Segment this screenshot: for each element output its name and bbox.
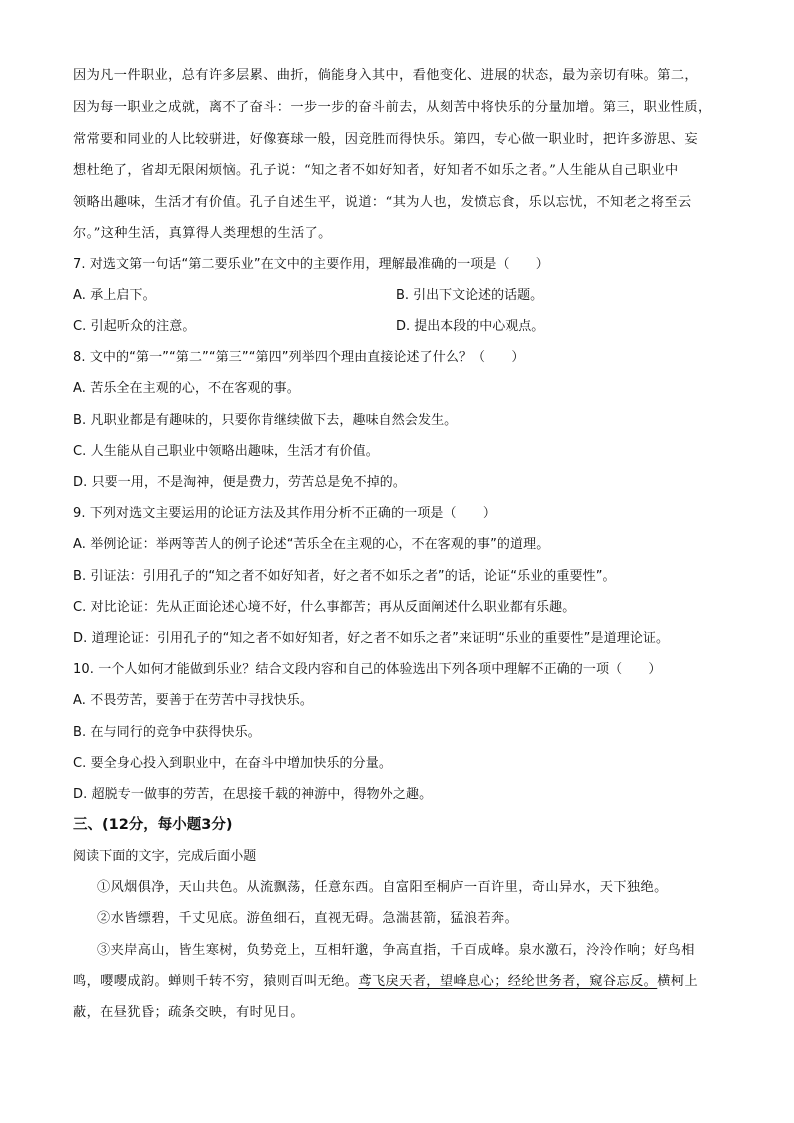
question-10-option-d: D. 超脱专一做事的劳苦，在思接千载的神游中，得物外之趣。 [73,787,433,802]
passage-line: 常常要和同业的人比较骈进，好像赛球一般，因竞胜而得快乐。第四，专心做一职业时，把许多游思、妄 [73,132,699,147]
classical-paragraph-3-line-3: 蔽，在昼犹昏；疏条交映，有时见日。 [73,1005,304,1020]
question-10-stem: 10. 一个人如何才能做到乐业？结合文段内容和自己的体验选出下列各项中理解不正确的一项（ ） [73,662,662,677]
passage-line: 想杜绝了，省却无限闲烦恼。孔子说：“知之者不如好知者，好知者不如乐之者。”人生能从自己职业中 [73,163,679,178]
question-10-option-a: A. 不畏劳苦，要善于在劳苦中寻找快乐。 [73,693,313,708]
question-7-option-c: C. 引起听众的注意。 [73,319,196,334]
paragraph-text: 横柯上 [657,974,699,989]
section-heading: 三、(12分，每小题3分) [73,817,233,833]
question-7-stem: 7. 对选文第一句话“第二要乐业”在文中的主要作用，理解最准确的一项是（ ） [73,257,549,272]
classical-paragraph-3-line-2 [73,972,733,992]
question-9-option-b: B. 引证法：引用孔子的“知之者不如好知者，好之者不如乐之者”的话，论证“乐业的重要性”。 [73,569,616,584]
question-7-option-d: D. 提出本段的中心观点。 [396,319,545,334]
question-8-option-b: B. 凡职业都是有趣味的，只要你肯继续做下去，趣味自然会发生。 [73,413,458,428]
question-7-option-b: B. 引出下文论述的话题。 [396,288,544,303]
question-7-option-a: A. 承上启下。 [73,288,156,303]
classical-paragraph-1: ①风烟俱净，天山共色。从流飘荡，任意东西。自富阳至桐庐一百许里，奇山异水，天下独绝。 [97,880,668,895]
passage-line: 尔。”这种生活，真算得人类理想的生活了。 [73,226,332,241]
question-10-option-c: C. 要全身心投入到职业中，在奋斗中增加快乐的分量。 [73,756,392,771]
question-9-option-d: D. 道理论证：引用孔子的“知之者不如好知者，好之者不如乐之者”来证明“乐业的重要性”是道理论证。 [73,631,670,646]
question-9-option-c: C. 对比论证：先从正面论述心境不好，什么事都苦；再从反面阐述什么职业都有乐趣。 [73,600,576,615]
question-8-option-a: A. 苦乐全在主观的心，不在客观的事。 [73,381,300,396]
passage-line: 领略出趣味，生活才有价值。孔子自述生平，说道：“其为人也，发愤忘食，乐以忘忧，不知老之将至云 [73,195,692,210]
question-8-option-c: C. 人生能从自己职业中领略出趣味，生活才有价值。 [73,444,379,459]
passage-line: 因为凡一件职业，总有许多层累、曲折，倘能身入其中，看他变化、进展的状态，最为亲切有味。第二， [73,68,699,83]
classical-paragraph-3-line-1: ③夹岸高山，皆生寒树，负势竞上，互相轩邈，争高直指，千百成峰。泉水激石，泠泠作响；好鸟相 [97,943,695,958]
paragraph-text: 鸣，嘤嘤成韵。蝉则千转不穷，猿则百叫无绝。 [73,974,359,989]
underlined-sentence: 鸢飞戾天者，望峰息心；经纶世务者，窥谷忘反。 [358,974,658,989]
question-8-stem: 8. 文中的“第一”“第二”“第三”“第四”列举四个理由直接论述了什么？（ ） [73,350,525,365]
section-instruction: 阅读下面的文字，完成后面小题 [73,849,257,864]
question-9-stem: 9. 下列对选文主要运用的论证方法及其作用分析不正确的一项是（ ） [73,506,496,521]
question-9-option-a: A. 举例论证：举两等苦人的例子论述“苦乐全在主观的心，不在客观的事”的道理。 [73,537,550,552]
passage-line: 因为每一职业之成就，离不了奋斗：一步一步的奋斗前去，从刻苦中将快乐的分量加增。第三，职业性质， [73,100,712,115]
question-8-option-d: D. 只要一用，不是淘神，便是费力，劳苦总是免不掉的。 [73,475,406,490]
question-10-option-b: B. 在与同行的竞争中获得快乐。 [73,725,261,740]
classical-paragraph-2: ②水皆缥碧，千丈见底。游鱼细石，直视无碍。急湍甚箭，猛浪若奔。 [97,911,519,926]
